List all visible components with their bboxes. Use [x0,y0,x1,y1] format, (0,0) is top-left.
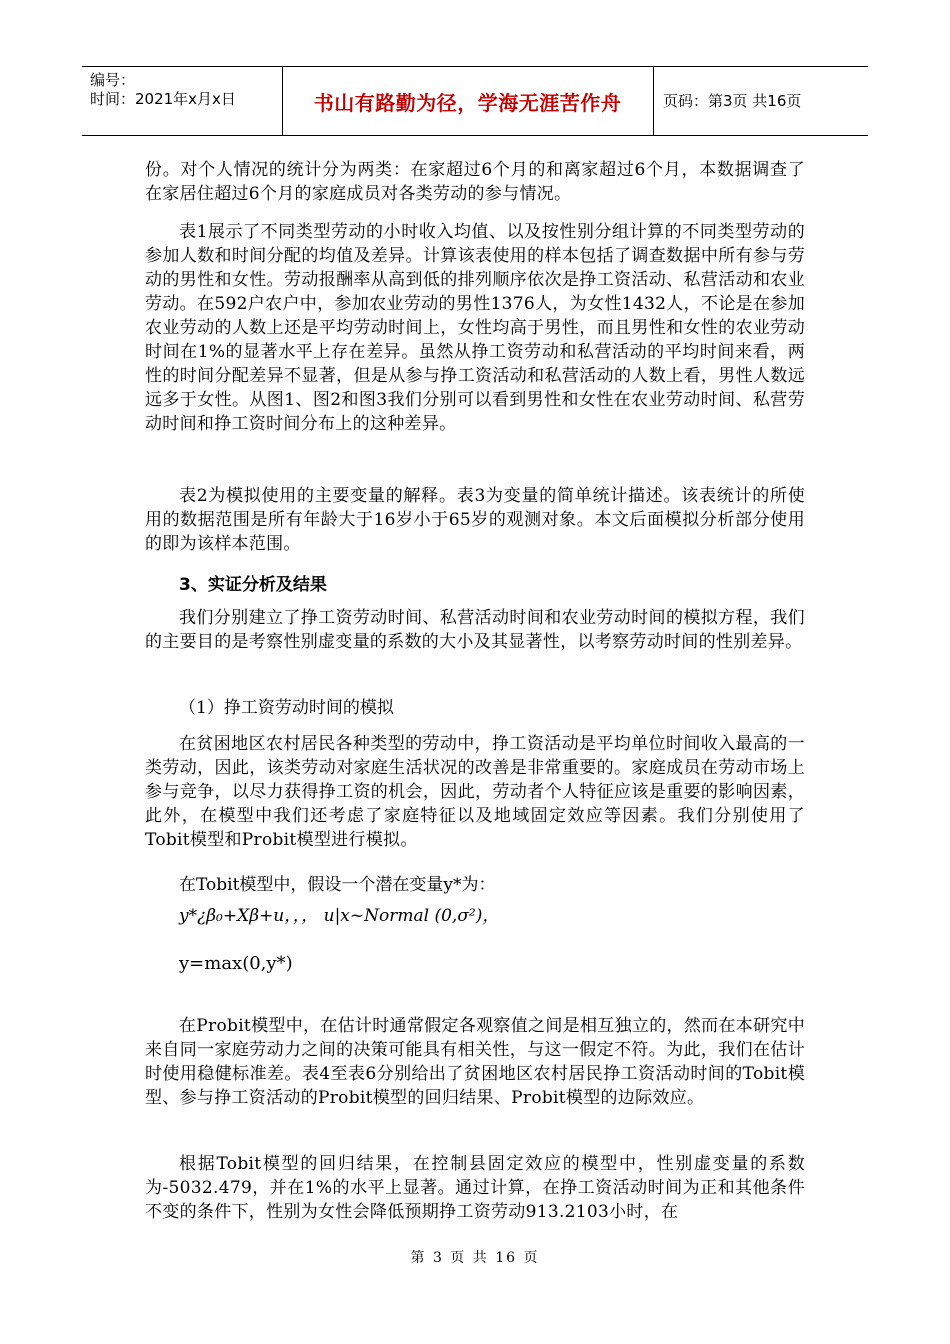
paragraph-5: 在贫困地区农村居民各种类型的劳动中，挣工资活动是平均单位时间收入最高的一类劳动，因此，该类劳动对家庭生活状况的改善是非常重要的。家庭成员在劳动市场上参与竞争，以尽力获得挣工资的机会，因此，劳动者个人特征应该是重要的影响因素，此外，在模型中我们还考虑了家庭特征以及地域固定效应等因素。我们分别使用了Tobit模型和Probit模型进行模拟。 [145,734,805,850]
paragraph-2: 表1展示了不同类型劳动的小时收入均值、以及按性别分组计算的不同类型劳动的参加人数和时间分配的均值及差异。计算该表使用的样本包括了调查数据中所有参与劳动的男性和女性。劳动报酬率从高到低的排列顺序依次是挣工资活动、私营活动和农业劳动。在592户农户中，参加农业劳动的男性1376人，为女性1432人，不论是在参加农业劳动的人数上还是平均劳动时间上，女性均高于男性，而且男性和女性的农业劳动时间在1%的显著水平上存在差异。虽然从挣工资劳动和私营活动的平均时间来看，两性的时间分配差异不显著，但是从参与挣工资活动和私营活动的人数上看，男性人数远远多于女性。从图1、图2和图3我们分别可以看到男性和女性在农业劳动时间、私营劳动时间和挣工资时间分布上的这种差异。 [145,222,805,434]
paragraph-7: 在Probit模型中，在估计时通常假定各观察值之间是相互独立的，然而在本研究中来自同一家庭劳动力之间的决策可能具有相关性，与这一假定不符。为此，我们在估计时使用稳健标准差。表4至表6分别给出了贫困地区农村居民挣工资活动时间的Tobit模型、参与挣工资活动的Probit模型的回归结果、Probit模型的边际效应。 [145,1016,805,1108]
tobit-formula: y*¿β₀+Xβ+u，，， u|x~Normal (0,σ²)， [179,906,500,926]
header-divider [653,67,654,135]
header-motto: 书山有路勤为径，学海无涯苦作舟 [313,91,622,115]
paragraph-3: 表2为模拟使用的主要变量的解释。表3为变量的简单统计描述。该表统计的所使用的数据范围是所有年龄大于16岁小于65岁的观测对象。本文后面模拟分析部分使用的即为该样本范围。 [145,486,805,554]
page-header [82,66,868,136]
subsection-heading: （1）挣工资劳动时间的模拟 [179,698,394,718]
header-page-label: 页码：第3页 共16页 [663,92,802,110]
paragraph-1: 份。对个人情况的统计分为两类：在家超过6个月的和离家超过6个月，本数据调查了在家居住超过6个月的家庭成员对各类劳动的参与情况。 [145,160,805,204]
header-meta [90,71,236,109]
time-label: 时间：2021年x月x日 [90,90,236,108]
paragraph-8: 根据Tobit模型的回归结果，在控制县固定效应的模型中，性别虚变量的系数为-5032.479，并在1%的水平上显著。通过计算，在挣工资活动时间为正和其他条件不变的条件下，性别为女性会降低预期挣工资劳动913.2103小时，在 [145,1154,805,1222]
number-label: 编号： [90,71,136,89]
section-heading: 3、实证分析及结果 [179,575,327,595]
max-formula: y=max(0,y*) [179,953,293,974]
page-footer: 第 3 页 共 16 页 [410,1250,540,1266]
paragraph-4: 我们分别建立了挣工资劳动时间、私营活动时间和农业劳动时间的模拟方程，我们的主要目的是考察性别虚变量的系数的大小及其显著性，以考察劳动时间的性别差异。 [145,608,805,652]
paragraph-6: 在Tobit模型中，假设一个潜在变量y*为： [179,875,496,895]
